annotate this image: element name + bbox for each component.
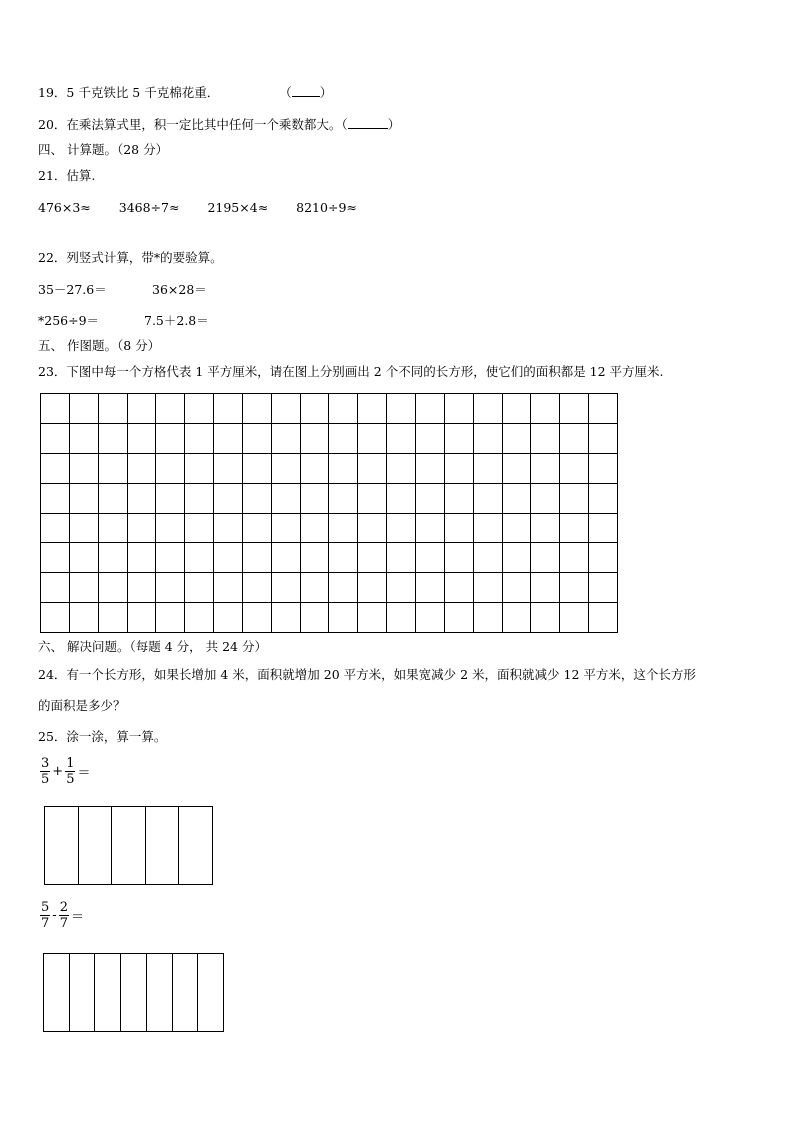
grid-cell[interactable] [214, 543, 243, 573]
fraction: $\frac{5}{7}$ [41, 900, 50, 931]
grid-cell[interactable] [301, 603, 330, 633]
grid-cell[interactable] [214, 514, 243, 544]
grid-cell[interactable] [70, 454, 99, 484]
question-20-text: 20．在乘法算式里，积一定比其中任何一个乘数都大。 [38, 117, 342, 132]
grid-cell[interactable] [358, 424, 387, 454]
grid-cell[interactable] [41, 394, 70, 424]
square-grid[interactable] [40, 393, 618, 633]
grid-cell[interactable] [589, 573, 618, 603]
grid-cell[interactable] [156, 603, 185, 633]
grid-cell[interactable] [531, 484, 560, 514]
grid-cell[interactable] [445, 454, 474, 484]
fraction-strip-part[interactable] [121, 954, 147, 1031]
grid-cell[interactable] [128, 543, 157, 573]
grid-cell[interactable] [503, 603, 532, 633]
question-24-line-1: 24．有一个长方形，如果长增加 4 米，面积就增加 20 平方米，如果宽减少 2 米，面积就减少 12 平方米，这个长方形 [38, 667, 696, 682]
calc-item: 35－27.6＝ [38, 282, 107, 297]
grid-cell[interactable] [214, 603, 243, 633]
grid-cell[interactable] [243, 543, 272, 573]
grid-cell[interactable] [589, 424, 618, 454]
grid-cell[interactable] [99, 603, 128, 633]
grid-cell[interactable] [387, 484, 416, 514]
fraction-expression-1 [40, 756, 92, 787]
section-5-heading: 五、 作图题。（8 分） [38, 338, 161, 353]
question-22-text: 22．列竖式计算，带*的要验算。 [38, 250, 223, 265]
grid-cell[interactable] [41, 514, 70, 544]
grid-cell[interactable] [243, 573, 272, 603]
grid-cell[interactable] [589, 454, 618, 484]
grid-cell[interactable] [416, 543, 445, 573]
grid-cell[interactable] [128, 484, 157, 514]
question-19 [38, 84, 332, 101]
question-22-row-1 [38, 282, 207, 298]
section-6-heading: 六、 解决问题。（每题 4 分， 共 24 分） [38, 639, 267, 654]
grid-cell[interactable] [358, 454, 387, 484]
grid-cell[interactable] [445, 573, 474, 603]
grid-cell[interactable] [70, 514, 99, 544]
grid-cell[interactable] [358, 573, 387, 603]
grid-cell[interactable] [214, 573, 243, 603]
paren-open: （ [341, 117, 348, 132]
grid-cell[interactable] [445, 424, 474, 454]
grid-cell[interactable] [128, 603, 157, 633]
question-21-text: 21．估算. [38, 168, 96, 183]
grid-cell[interactable] [41, 543, 70, 573]
grid-cell[interactable] [474, 424, 503, 454]
grid-cell[interactable] [329, 543, 358, 573]
grid-cell[interactable] [560, 603, 589, 633]
grid-cell[interactable] [358, 543, 387, 573]
estimate-item: 3468÷7≈ [118, 200, 180, 215]
question-20 [38, 116, 400, 133]
grid-cell[interactable] [41, 424, 70, 454]
fraction: $\frac{3}{5}$ [41, 756, 50, 787]
grid-cell[interactable] [70, 484, 99, 514]
grid-cell[interactable] [41, 484, 70, 514]
grid-cell[interactable] [445, 514, 474, 544]
calc-item: 7.5＋2.8＝ [144, 313, 209, 328]
grid-cell[interactable] [70, 573, 99, 603]
grid-cell[interactable] [531, 454, 560, 484]
grid-cell[interactable] [329, 573, 358, 603]
grid-cell[interactable] [272, 454, 301, 484]
fraction-strip-part[interactable] [70, 954, 96, 1031]
answer-blank-20[interactable] [348, 116, 388, 129]
grid-cell[interactable] [560, 573, 589, 603]
question-22-row-2 [38, 313, 209, 329]
grid-cell[interactable] [243, 484, 272, 514]
grid-cell[interactable] [387, 573, 416, 603]
grid-cell[interactable] [272, 484, 301, 514]
grid-cell[interactable] [243, 394, 272, 424]
equals-sign: ＝ [77, 766, 91, 781]
grid-cell[interactable] [272, 424, 301, 454]
grid-cell[interactable] [416, 484, 445, 514]
grid-cell[interactable] [41, 454, 70, 484]
grid-cell[interactable] [243, 514, 272, 544]
grid-cell[interactable] [531, 424, 560, 454]
fraction-expression-2 [40, 900, 86, 931]
grid-cell[interactable] [589, 543, 618, 573]
fraction: $\frac{2}{7}$ [59, 900, 68, 931]
grid-cell[interactable] [358, 484, 387, 514]
grid-cell[interactable] [329, 454, 358, 484]
grid-cell[interactable] [301, 424, 330, 454]
grid-cell[interactable] [301, 543, 330, 573]
grid-cell[interactable] [70, 394, 99, 424]
grid-cell[interactable] [41, 573, 70, 603]
grid-cell[interactable] [301, 484, 330, 514]
grid-cell[interactable] [243, 454, 272, 484]
grid-cell[interactable] [531, 573, 560, 603]
grid-cell[interactable] [560, 454, 589, 484]
grid-cell[interactable] [99, 424, 128, 454]
grid-cell[interactable] [185, 394, 214, 424]
grid-cell[interactable] [99, 514, 128, 544]
grid-cell[interactable] [358, 603, 387, 633]
grid-cell[interactable] [474, 603, 503, 633]
grid-cell[interactable] [503, 394, 532, 424]
grid-cell[interactable] [387, 394, 416, 424]
grid-cell[interactable] [99, 394, 128, 424]
grid-cell[interactable] [272, 394, 301, 424]
operator: + [52, 764, 64, 779]
grid-cell[interactable] [156, 424, 185, 454]
fraction-strip-sevenths[interactable] [43, 953, 224, 1032]
fraction-strip-part[interactable] [45, 807, 79, 884]
grid-cell[interactable] [70, 603, 99, 633]
grid-cell[interactable] [156, 484, 185, 514]
fraction-strip-part[interactable] [112, 807, 146, 884]
question-21-items [38, 200, 357, 216]
grid-cell[interactable] [503, 424, 532, 454]
grid-cell[interactable] [185, 424, 214, 454]
grid-cell[interactable] [185, 603, 214, 633]
grid-cell[interactable] [589, 484, 618, 514]
grid-cell[interactable] [503, 454, 532, 484]
grid-cell[interactable] [329, 424, 358, 454]
grid-cell[interactable] [99, 543, 128, 573]
grid-cell[interactable] [416, 603, 445, 633]
equals-sign: ＝ [70, 910, 84, 925]
grid-cell[interactable] [272, 514, 301, 544]
grid-cell[interactable] [560, 543, 589, 573]
grid-cell[interactable] [474, 573, 503, 603]
grid-cell[interactable] [474, 484, 503, 514]
grid-cell[interactable] [128, 424, 157, 454]
grid-cell[interactable] [214, 454, 243, 484]
grid-cell[interactable] [531, 543, 560, 573]
grid-cell[interactable] [272, 543, 301, 573]
grid-cell[interactable] [387, 514, 416, 544]
grid-cell[interactable] [185, 454, 214, 484]
grid-cell[interactable] [503, 543, 532, 573]
grid-cell[interactable] [214, 424, 243, 454]
grid-cell[interactable] [416, 454, 445, 484]
fraction-strip-part[interactable] [79, 807, 113, 884]
grid-cell[interactable] [445, 543, 474, 573]
grid-cell[interactable] [301, 514, 330, 544]
grid-cell[interactable] [560, 484, 589, 514]
grid-cell[interactable] [474, 543, 503, 573]
paren-close: ） [319, 85, 333, 100]
grid-cell[interactable] [445, 484, 474, 514]
section-4-heading: 四、 计算题。（28 分） [38, 142, 169, 157]
grid-cell[interactable] [301, 394, 330, 424]
grid-cell[interactable] [329, 394, 358, 424]
question-23-text: 23．下图中每一个方格代表 1 平方厘米，请在图上分别画出 2 个不同的长方形，使它们的面积都是 12 平方厘米. [38, 364, 664, 379]
grid-cell[interactable] [358, 514, 387, 544]
grid-cell[interactable] [474, 454, 503, 484]
calc-item: 36×28＝ [152, 282, 207, 297]
grid-cell[interactable] [272, 603, 301, 633]
grid-cell[interactable] [156, 394, 185, 424]
answer-blank-19[interactable] [292, 84, 320, 97]
grid-cell[interactable] [416, 394, 445, 424]
grid-cell[interactable] [387, 603, 416, 633]
grid-cell[interactable] [416, 424, 445, 454]
grid-cell[interactable] [301, 454, 330, 484]
grid-cell[interactable] [416, 573, 445, 603]
grid-cell[interactable] [329, 484, 358, 514]
grid-cell[interactable] [589, 603, 618, 633]
grid-cell[interactable] [503, 573, 532, 603]
estimate-item: 2195×4≈ [207, 200, 269, 215]
grid-cell[interactable] [156, 454, 185, 484]
grid-cell[interactable] [329, 603, 358, 633]
grid-cell[interactable] [445, 394, 474, 424]
estimate-item: 8210÷9≈ [296, 200, 357, 215]
grid-cell[interactable] [358, 394, 387, 424]
grid-cell[interactable] [503, 484, 532, 514]
grid-cell[interactable] [474, 514, 503, 544]
fraction-strip-part[interactable] [173, 954, 199, 1031]
grid-cell[interactable] [474, 394, 503, 424]
question-19-text: 19．5 千克铁比 5 千克棉花重． [38, 85, 220, 100]
grid-cell[interactable] [387, 424, 416, 454]
grid-cell[interactable] [329, 514, 358, 544]
fraction-strip-part[interactable] [147, 954, 173, 1031]
grid-cell[interactable] [272, 573, 301, 603]
fraction-strip-part[interactable] [146, 807, 180, 884]
fraction-strip-part[interactable] [179, 807, 213, 884]
grid-cell[interactable] [185, 573, 214, 603]
grid-cell[interactable] [560, 424, 589, 454]
grid-cell[interactable] [99, 573, 128, 603]
fraction-strip-fifths[interactable] [44, 806, 213, 885]
grid-cell[interactable] [560, 514, 589, 544]
grid-cell[interactable] [70, 424, 99, 454]
question-25-text: 25．涂一涂，算一算。 [38, 729, 167, 744]
grid-cell[interactable] [243, 603, 272, 633]
grid-cell[interactable] [70, 543, 99, 573]
grid-cell[interactable] [156, 543, 185, 573]
grid-cell[interactable] [185, 514, 214, 544]
grid-cell[interactable] [128, 573, 157, 603]
grid-cell[interactable] [560, 394, 589, 424]
grid-cell[interactable] [243, 424, 272, 454]
grid-cell[interactable] [387, 454, 416, 484]
grid-cell[interactable] [128, 514, 157, 544]
grid-cell[interactable] [416, 514, 445, 544]
grid-cell[interactable] [185, 543, 214, 573]
grid-cell[interactable] [185, 484, 214, 514]
fraction-strip-part[interactable] [95, 954, 121, 1031]
paren-open: （ [279, 85, 292, 100]
fraction-strip-part[interactable] [44, 954, 70, 1031]
grid-cell[interactable] [99, 454, 128, 484]
operator: - [52, 908, 57, 923]
estimate-item: 476×3≈ [38, 200, 91, 215]
grid-cell[interactable] [156, 514, 185, 544]
paren-close: ） [387, 117, 401, 132]
grid-cell[interactable] [531, 514, 560, 544]
grid-cell[interactable] [156, 573, 185, 603]
grid-cell[interactable] [531, 394, 560, 424]
grid-cell[interactable] [503, 514, 532, 544]
grid-cell[interactable] [531, 603, 560, 633]
grid-cell[interactable] [214, 484, 243, 514]
grid-cell[interactable] [445, 603, 474, 633]
question-24-line-2: 的面积是多少？ [38, 698, 126, 713]
grid-cell[interactable] [387, 543, 416, 573]
grid-cell[interactable] [301, 573, 330, 603]
fraction: $\frac{1}{5}$ [66, 756, 75, 787]
grid-cell[interactable] [128, 454, 157, 484]
grid-cell[interactable] [128, 394, 157, 424]
grid-cell[interactable] [41, 603, 70, 633]
grid-cell[interactable] [589, 514, 618, 544]
grid-cell[interactable] [99, 484, 128, 514]
grid-cell[interactable] [589, 394, 618, 424]
grid-cell[interactable] [214, 394, 243, 424]
calc-item: *256÷9＝ [38, 313, 100, 328]
fraction-strip-part[interactable] [198, 954, 224, 1031]
